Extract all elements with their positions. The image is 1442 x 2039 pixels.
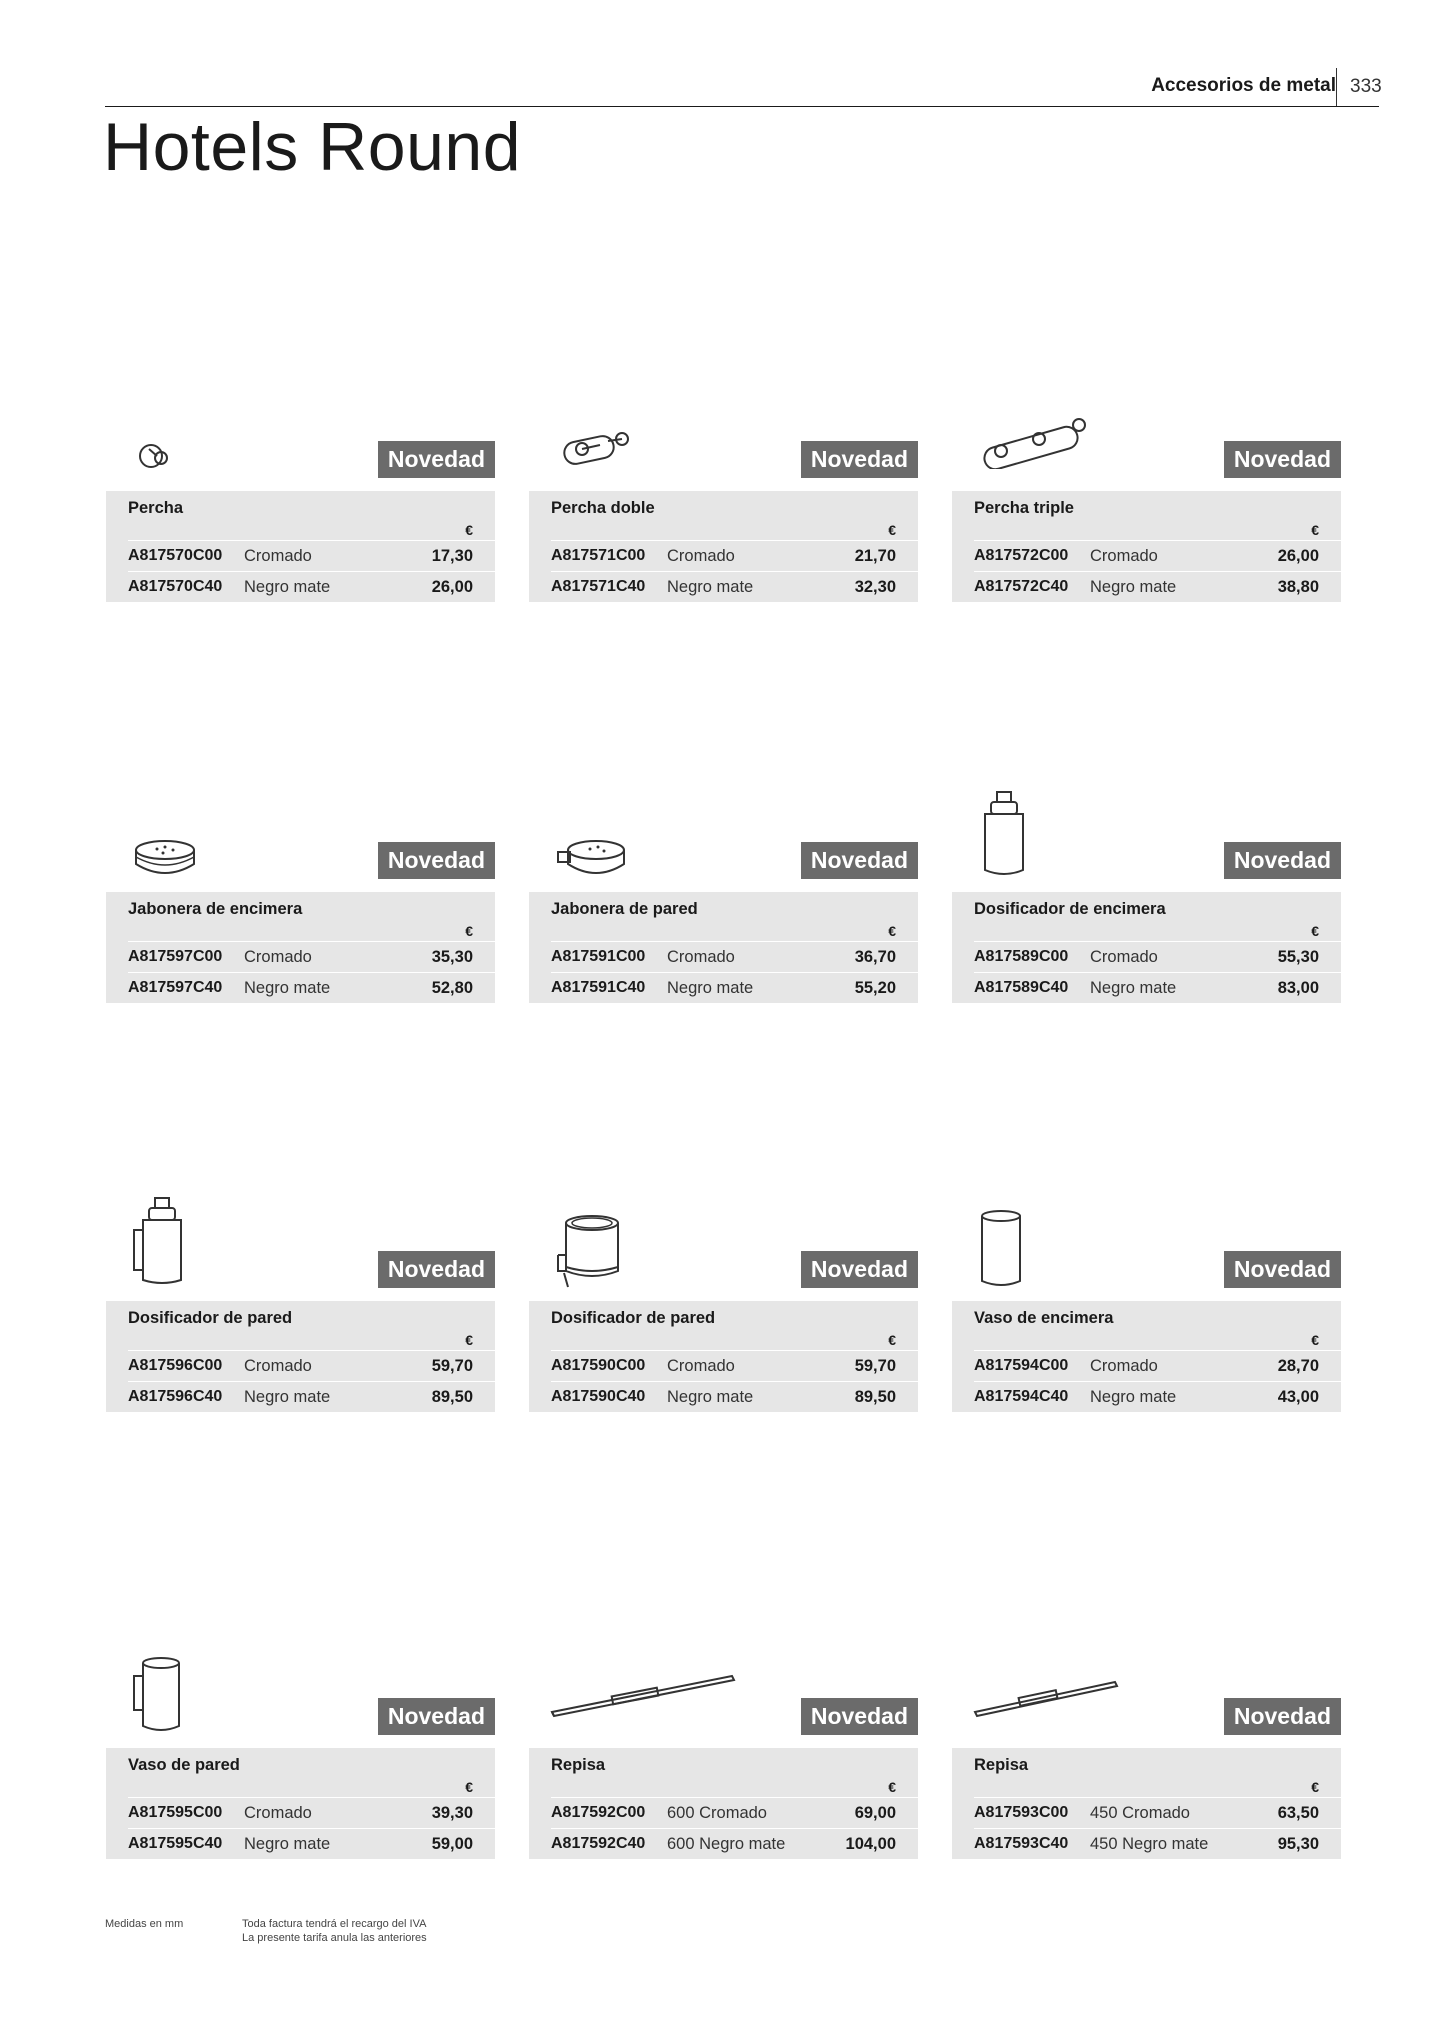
product-name: Jabonera de pared bbox=[551, 900, 698, 918]
product-price: 89,50 bbox=[431, 1387, 473, 1406]
product-code: A817571C00 bbox=[551, 547, 646, 564]
triple-hook-icon bbox=[979, 413, 1099, 469]
product-price: 38,80 bbox=[1277, 577, 1319, 596]
price-table bbox=[952, 491, 1341, 602]
table-row bbox=[974, 1351, 1341, 1381]
currency-label: € bbox=[551, 921, 918, 942]
table-row bbox=[128, 942, 495, 972]
novedad-badge: Novedad bbox=[801, 441, 918, 478]
table-row bbox=[974, 1381, 1341, 1412]
product-price: 26,00 bbox=[1277, 546, 1319, 565]
page-title: Hotels Round bbox=[103, 109, 522, 185]
novedad-badge: Novedad bbox=[801, 1698, 918, 1735]
product-finish: Negro mate bbox=[244, 1387, 331, 1406]
table-row bbox=[551, 541, 918, 571]
product-price: 59,00 bbox=[431, 1834, 473, 1853]
price-table bbox=[106, 491, 495, 602]
novedad-badge: Novedad bbox=[1224, 441, 1341, 478]
footer-legal-notes bbox=[242, 1917, 427, 1945]
novedad-badge: Novedad bbox=[1224, 1698, 1341, 1735]
header-rule bbox=[105, 106, 1379, 107]
product-code: A817595C00 bbox=[128, 1804, 223, 1821]
product-code: A817592C00 bbox=[551, 1804, 646, 1821]
product-finish: Cromado bbox=[244, 1356, 312, 1375]
product-code: A817589C40 bbox=[974, 979, 1069, 996]
novedad-badge: Novedad bbox=[378, 441, 495, 478]
product-name: Vaso de encimera bbox=[974, 1309, 1114, 1327]
product-code: A817594C40 bbox=[974, 1388, 1069, 1405]
product-finish: Cromado bbox=[244, 546, 312, 565]
product-code: A817597C00 bbox=[128, 948, 223, 965]
novedad-badge: Novedad bbox=[378, 1251, 495, 1288]
price-table bbox=[529, 1748, 918, 1859]
table-row bbox=[128, 1351, 495, 1381]
table-row bbox=[551, 1798, 918, 1828]
currency-label: € bbox=[128, 921, 495, 942]
product-finish: Negro mate bbox=[667, 577, 754, 596]
product-code: A817571C40 bbox=[551, 578, 646, 595]
currency-label: € bbox=[974, 520, 1341, 541]
product-code: A817572C40 bbox=[974, 578, 1069, 595]
price-table bbox=[952, 1748, 1341, 1859]
product-finish: 450 Negro mate bbox=[1090, 1834, 1209, 1853]
product-price: 52,80 bbox=[431, 978, 473, 997]
table-row bbox=[551, 1828, 918, 1859]
product-finish: Cromado bbox=[1090, 546, 1158, 565]
shelf-450-icon bbox=[971, 1674, 1121, 1720]
product-code: A817596C40 bbox=[128, 1388, 223, 1405]
product-code: A817596C00 bbox=[128, 1357, 223, 1374]
product-name: Percha bbox=[128, 499, 184, 517]
table-row bbox=[128, 972, 495, 1003]
product-price: 39,30 bbox=[431, 1803, 473, 1822]
product-name: Repisa bbox=[551, 1756, 606, 1774]
footer-vat-note: Toda factura tendrá el recargo del IVA bbox=[242, 1918, 427, 1930]
novedad-badge: Novedad bbox=[378, 1698, 495, 1735]
wall-dispenser-holder-icon bbox=[554, 1213, 624, 1289]
countertop-tumbler-icon bbox=[977, 1209, 1025, 1289]
footer-tariff-note: La presente tarifa anula las anteriores bbox=[242, 1932, 427, 1944]
novedad-badge: Novedad bbox=[801, 842, 918, 879]
product-code: A817590C00 bbox=[551, 1357, 646, 1374]
table-row bbox=[974, 1828, 1341, 1859]
novedad-badge: Novedad bbox=[1224, 1251, 1341, 1288]
wall-soap-dish-icon bbox=[556, 838, 628, 878]
price-table bbox=[529, 1301, 918, 1412]
product-finish: Negro mate bbox=[244, 1834, 331, 1853]
product-price: 43,00 bbox=[1277, 1387, 1319, 1406]
product-finish: Negro mate bbox=[1090, 978, 1177, 997]
product-price: 69,00 bbox=[854, 1803, 896, 1822]
product-finish: Cromado bbox=[1090, 1356, 1158, 1375]
product-finish: 600 Cromado bbox=[667, 1803, 767, 1822]
currency-label: € bbox=[128, 1777, 495, 1798]
wall-dispenser-icon bbox=[131, 1196, 187, 1288]
product-price: 95,30 bbox=[1277, 1834, 1319, 1853]
novedad-badge: Novedad bbox=[378, 842, 495, 879]
product-code: A817591C00 bbox=[551, 948, 646, 965]
novedad-badge: Novedad bbox=[801, 1251, 918, 1288]
header-separator bbox=[1336, 68, 1337, 106]
currency-label: € bbox=[974, 1777, 1341, 1798]
product-name: Dosificador de pared bbox=[128, 1309, 293, 1327]
product-finish: Cromado bbox=[244, 947, 312, 966]
product-code: A817595C40 bbox=[128, 1835, 223, 1852]
double-hook-icon bbox=[560, 427, 640, 467]
product-code: A817593C40 bbox=[974, 1835, 1069, 1852]
robe-hook-icon bbox=[135, 436, 175, 476]
table-row bbox=[128, 541, 495, 571]
table-row bbox=[128, 1381, 495, 1412]
product-price: 36,70 bbox=[854, 947, 896, 966]
product-price: 21,70 bbox=[854, 546, 896, 565]
currency-label: € bbox=[974, 921, 1341, 942]
currency-label: € bbox=[128, 1330, 495, 1351]
table-row bbox=[974, 541, 1341, 571]
countertop-dispenser-icon bbox=[979, 790, 1029, 878]
product-finish: 450 Cromado bbox=[1090, 1803, 1190, 1822]
product-price: 59,70 bbox=[431, 1356, 473, 1375]
product-code: A817593C00 bbox=[974, 1804, 1069, 1821]
product-finish: 600 Negro mate bbox=[667, 1834, 786, 1853]
product-code: A817590C40 bbox=[551, 1388, 646, 1405]
price-table bbox=[952, 892, 1341, 1003]
product-finish: Cromado bbox=[667, 1356, 735, 1375]
product-code: A817591C40 bbox=[551, 979, 646, 996]
product-code: A817572C00 bbox=[974, 547, 1069, 564]
table-row bbox=[974, 972, 1341, 1003]
table-row bbox=[551, 1351, 918, 1381]
product-code: A817589C00 bbox=[974, 948, 1069, 965]
product-name: Dosificador de pared bbox=[551, 1309, 716, 1327]
product-price: 35,30 bbox=[431, 947, 473, 966]
product-name: Percha doble bbox=[551, 499, 655, 517]
product-name: Vaso de pared bbox=[128, 1756, 240, 1774]
table-row bbox=[551, 942, 918, 972]
product-finish: Cromado bbox=[244, 1803, 312, 1822]
price-table bbox=[529, 491, 918, 602]
product-price: 26,00 bbox=[431, 577, 473, 596]
product-name: Dosificador de encimera bbox=[974, 900, 1166, 918]
product-finish: Negro mate bbox=[1090, 577, 1177, 596]
price-table bbox=[106, 1301, 495, 1412]
table-row bbox=[551, 1381, 918, 1412]
product-finish: Cromado bbox=[667, 947, 735, 966]
product-code: A817592C40 bbox=[551, 1835, 646, 1852]
product-price: 55,20 bbox=[854, 978, 896, 997]
product-price: 17,30 bbox=[431, 546, 473, 565]
product-name: Repisa bbox=[974, 1756, 1029, 1774]
product-price: 55,30 bbox=[1277, 947, 1319, 966]
product-price: 63,50 bbox=[1277, 1803, 1319, 1822]
shelf-600-icon bbox=[548, 1666, 738, 1722]
table-row bbox=[551, 972, 918, 1003]
novedad-badge: Novedad bbox=[1224, 842, 1341, 879]
product-code: A817597C40 bbox=[128, 979, 223, 996]
table-row bbox=[551, 571, 918, 602]
currency-label: € bbox=[551, 1330, 918, 1351]
product-price: 59,70 bbox=[854, 1356, 896, 1375]
price-table bbox=[529, 892, 918, 1003]
price-table bbox=[952, 1301, 1341, 1412]
product-finish: Negro mate bbox=[244, 978, 331, 997]
product-finish: Negro mate bbox=[244, 577, 331, 596]
table-row bbox=[128, 1828, 495, 1859]
product-name: Percha triple bbox=[974, 499, 1074, 517]
price-table bbox=[106, 892, 495, 1003]
product-price: 104,00 bbox=[845, 1834, 896, 1853]
table-row bbox=[974, 942, 1341, 972]
price-table bbox=[106, 1748, 495, 1859]
table-row bbox=[128, 1798, 495, 1828]
product-price: 32,30 bbox=[854, 577, 896, 596]
table-row bbox=[974, 571, 1341, 602]
product-code: A817570C40 bbox=[128, 578, 223, 595]
product-price: 89,50 bbox=[854, 1387, 896, 1406]
currency-label: € bbox=[128, 520, 495, 541]
product-code: A817594C00 bbox=[974, 1357, 1069, 1374]
currency-label: € bbox=[551, 1777, 918, 1798]
product-finish: Cromado bbox=[1090, 947, 1158, 966]
currency-label: € bbox=[974, 1330, 1341, 1351]
product-finish: Negro mate bbox=[667, 1387, 754, 1406]
table-row bbox=[128, 571, 495, 602]
section-title: Accesorios de metal bbox=[1151, 75, 1336, 96]
page-number: 333 bbox=[1350, 76, 1382, 97]
currency-label: € bbox=[551, 520, 918, 541]
product-code: A817570C00 bbox=[128, 547, 223, 564]
footer-measure-note: Medidas en mm bbox=[105, 1918, 184, 1930]
product-price: 28,70 bbox=[1277, 1356, 1319, 1375]
table-row bbox=[974, 1798, 1341, 1828]
product-price: 83,00 bbox=[1277, 978, 1319, 997]
wall-tumbler-icon bbox=[131, 1656, 183, 1736]
product-name: Jabonera de encimera bbox=[128, 900, 303, 918]
product-finish: Negro mate bbox=[1090, 1387, 1177, 1406]
countertop-soap-dish-icon bbox=[133, 838, 197, 878]
product-finish: Cromado bbox=[667, 546, 735, 565]
product-finish: Negro mate bbox=[667, 978, 754, 997]
